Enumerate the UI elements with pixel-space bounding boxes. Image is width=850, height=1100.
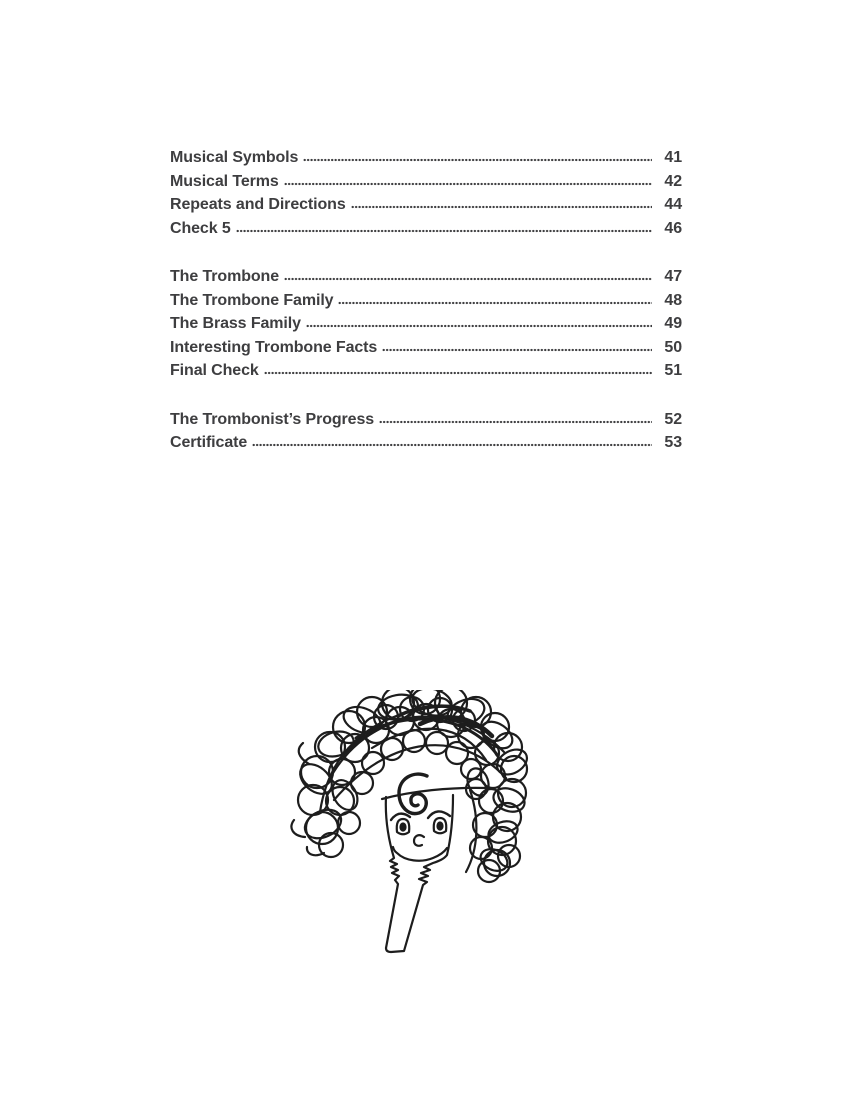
toc-dot-leader: [264, 371, 652, 375]
toc-entry: [170, 336, 682, 360]
toc-entry-page: 53: [664, 434, 682, 451]
toc-entry-page: 42: [664, 172, 682, 190]
toc-entry-title: Musical Symbols: [170, 149, 299, 166]
toc-dot-leader: [382, 348, 652, 352]
toc-dot-leader: [338, 301, 652, 305]
left-pupil: [399, 822, 406, 831]
toc-entry-page: 46: [664, 219, 682, 237]
toc-entry-title: The Trombone: [170, 268, 280, 285]
toc-entry-title: Repeats and Directions: [170, 196, 346, 213]
nose: [414, 835, 424, 846]
toc-dot-leader: [252, 443, 652, 447]
toc-dot-leader: [351, 205, 652, 209]
table-of-contents: [170, 146, 682, 455]
toc-entry: [170, 431, 682, 455]
mouthpiece-character-illustration: [290, 690, 550, 970]
toc-entry-title: Final Check: [170, 362, 259, 379]
toc-entry-title: Interesting Trombone Facts: [170, 338, 378, 356]
toc-dot-leader: [379, 420, 652, 424]
toc-entry-page: 48: [664, 291, 682, 309]
right-pupil: [436, 821, 443, 830]
toc-dot-leader: [284, 182, 652, 186]
toc-entry-title: Certificate: [170, 434, 248, 451]
toc-dot-leader: [303, 158, 652, 162]
toc-group: [170, 146, 682, 240]
toc-entry-title: The Trombonist’s Progress: [170, 410, 375, 428]
toc-dot-leader: [306, 324, 652, 328]
toc-group: [170, 265, 682, 383]
toc-entry-page: 51: [664, 362, 682, 379]
toc-dot-leader: [236, 229, 652, 233]
toc-entry-page: 49: [664, 315, 682, 332]
toc-entry-page: 50: [664, 338, 682, 356]
toc-entry-page: 41: [664, 149, 682, 166]
toc-entry-title: Musical Terms: [170, 172, 279, 190]
toc-entry: [170, 146, 682, 170]
toc-entry-page: 47: [664, 268, 682, 285]
toc-entry-page: 44: [664, 196, 682, 213]
toc-dot-leader: [284, 277, 652, 281]
toc-group: [170, 408, 682, 455]
toc-entry: [170, 170, 682, 194]
smile: [393, 847, 447, 861]
toc-entry-title: The Brass Family: [170, 315, 301, 332]
toc-entry-title: The Trombone Family: [170, 291, 334, 309]
curly-hair-icon: [291, 690, 531, 882]
toc-entry-page: 52: [664, 410, 682, 428]
toc-entry: [170, 265, 682, 289]
toc-entry: [170, 312, 682, 336]
toc-entry: [170, 193, 682, 217]
toc-entry: [170, 217, 682, 241]
toc-entry: [170, 289, 682, 313]
toc-entry: [170, 359, 682, 383]
toc-entry: [170, 408, 682, 432]
toc-entry-title: Check 5: [170, 219, 231, 237]
